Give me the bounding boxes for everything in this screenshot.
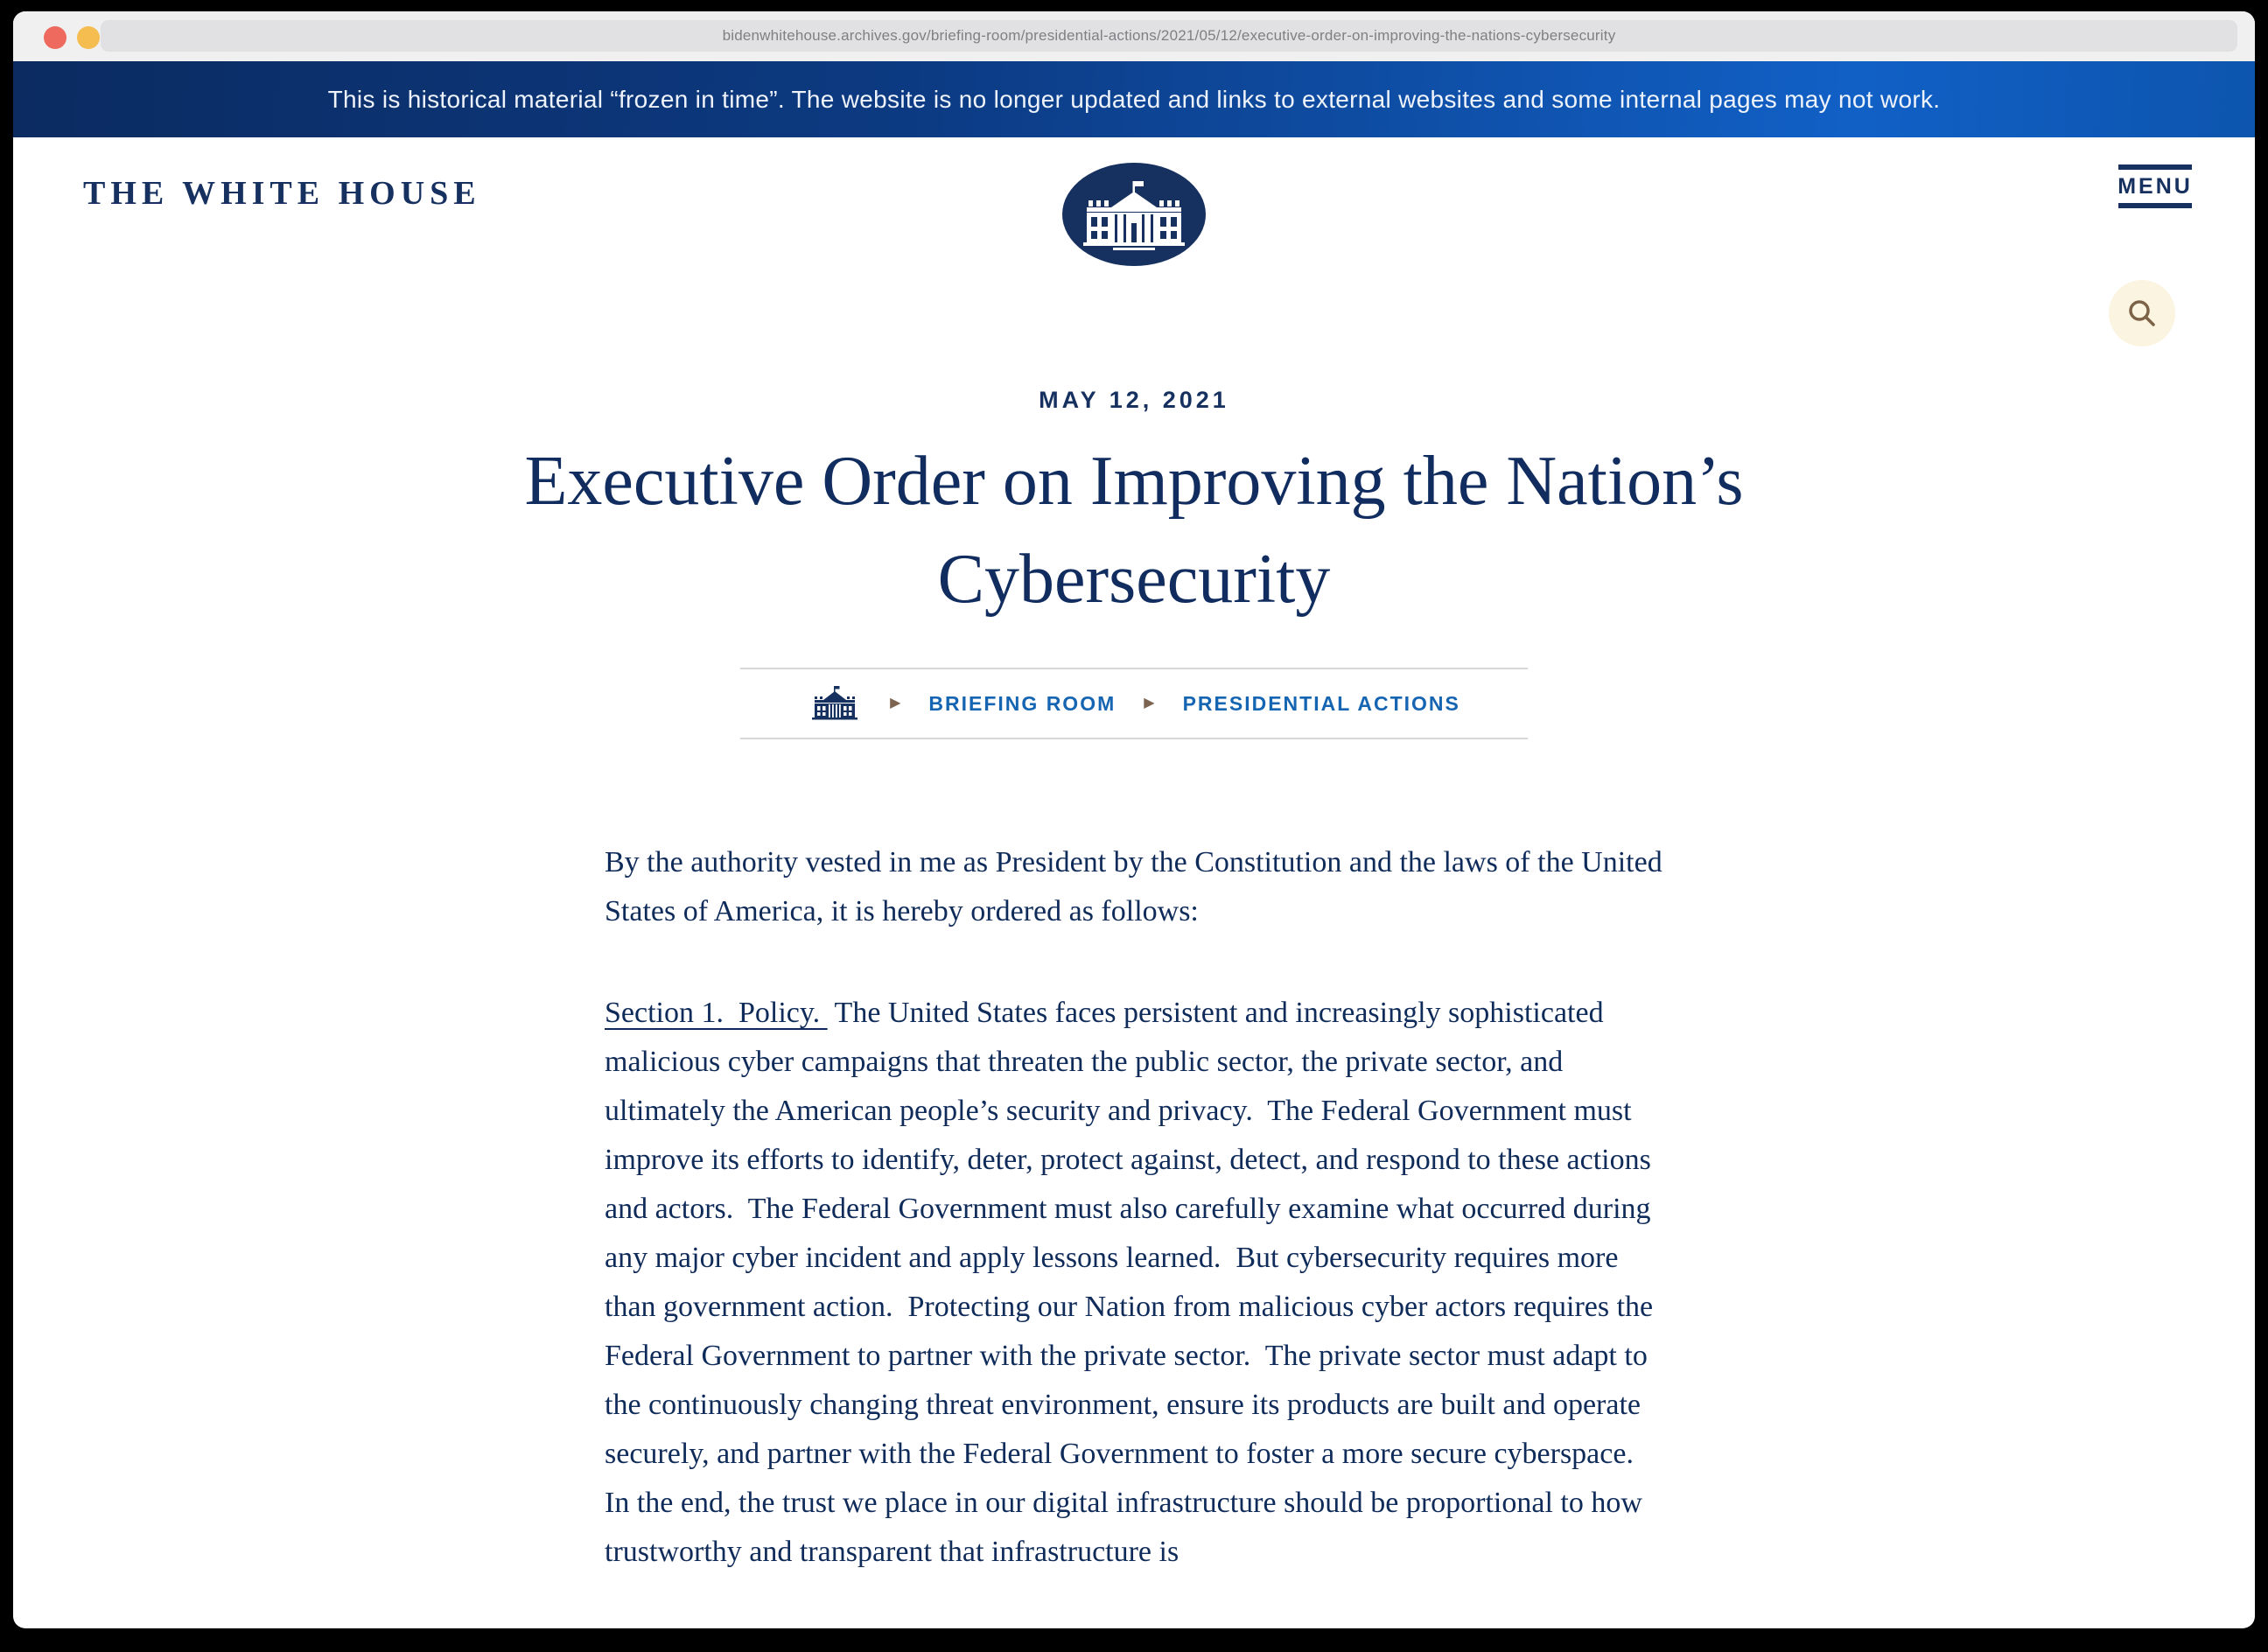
- paragraph-authority: By the authority vested in me as President by the Constitution and the laws of the United States of America, it is hereby ordered as follows:: [605, 846, 1670, 928]
- site-brand-title[interactable]: THE WHITE HOUSE: [83, 175, 481, 212]
- article-body: [605, 838, 1670, 1577]
- paragraph-section-1-policy: [605, 989, 1663, 1577]
- menu-button-label: MENU: [2118, 174, 2193, 199]
- archive-notice-text: This is historical material “frozen in time”. The website is no longer updated and links to external websites and some internal pages may not work.: [327, 85, 1941, 113]
- section-1-body: The United States faces persistent and increasingly sophisticated malicious cyber campaigns that threaten the public sector, the private sector, and ultimately the American people’s security and privacy. The Federal Government must improve its efforts to identify, deter, protect against, detect, and respond to these actions and actors. The Federal Government must also carefully examine what occurred during any major cyber incident and apply lessons learned. But cybersecurity requires more than government action. Protecting our Nation from malicious cyber actors requires the Federal Government to partner with the private sector. The private sector must adapt to the continuously changing threat environment, ensure its products are built and operate securely, and partner with the Federal Government to foster a more secure cyberspace. In the end, the trust we place in our digital infrastructure should be proportional to how trustworthy and transparent that infrastructure is: [605, 997, 1661, 1568]
- browser-window: [13, 11, 2255, 1628]
- breadcrumb-briefing-room-link[interactable]: BRIEFING ROOM: [928, 691, 1116, 715]
- breadcrumb: [740, 668, 1528, 739]
- whitehouse-home-icon: [808, 684, 862, 723]
- breadcrumb-arrow-icon: ▶: [1144, 696, 1155, 710]
- breadcrumb-presidential-actions-link[interactable]: PRESIDENTIAL ACTIONS: [1182, 691, 1460, 715]
- section-1-heading: Section 1. Policy.: [605, 997, 828, 1029]
- breadcrumb-home-link[interactable]: [808, 684, 862, 723]
- page-title: Executive Order on Improving the Nation’s Cybersecurity: [524, 443, 1744, 618]
- article: [13, 11, 2255, 1628]
- article-date: MAY 12, 2021: [1039, 387, 1229, 413]
- breadcrumb-arrow-icon: ▶: [890, 696, 901, 710]
- address-bar-url: bidenwhitehouse.archives.gov/briefing-room/presidential-actions/2021/05/12/executive-order-on-improving-the-nations-cybersecurity: [722, 27, 1616, 44]
